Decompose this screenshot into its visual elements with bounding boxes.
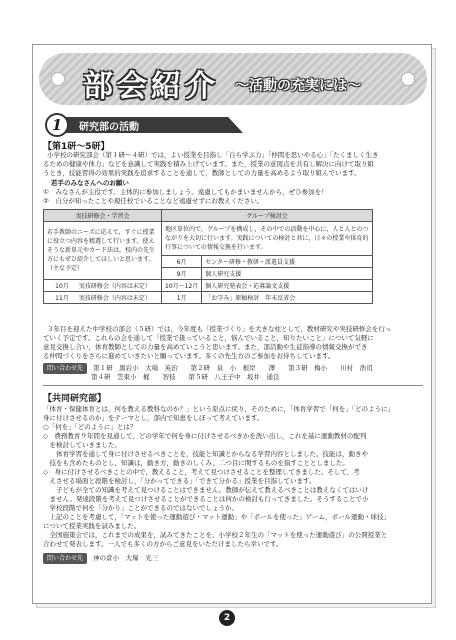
section2-line: 体育学習を通して身に付けさせるべきことを，技能と知識とからなる学習内容としました。技能は，動きや	[43, 450, 368, 458]
table-row	[44, 222, 373, 256]
page-subtitle: ～活動の充実には～	[235, 78, 361, 94]
request-2: ② 自分が知ったことや現任校でいることなど遠慮せずにお教えください。	[43, 197, 264, 205]
section2-line: ○「何を」「どのように」とは？	[43, 423, 137, 431]
section2-heading: 【共同研究部】	[43, 394, 107, 404]
section1-number: 1	[45, 113, 69, 137]
section1-subheading: 【第1研～5研】	[43, 142, 110, 152]
table-month: 10月	[55, 283, 69, 290]
section-divider	[43, 385, 423, 386]
contact-tag: 問い合わせ先	[43, 363, 87, 374]
section2-line: 身に付けさせるのか」をテーマとし，部内で知恵をしぼって考えています。	[43, 414, 264, 422]
table-cell-gmonth: 10月～12月	[162, 280, 202, 292]
section2-line: 技をも含めたものとし，知識は，動き方，動きのしくみ，二つ目に関するものを指すこととしました。	[43, 459, 349, 467]
page-number: 2	[219, 610, 235, 626]
table-cell-gevent: 個人研究発表会・応募論文支援	[202, 280, 373, 292]
section2-line: 学校段階で何を「分かり」ことができるのではないでしょうか。	[43, 504, 238, 512]
table-event: 実技研修会（内容は未定）	[78, 295, 151, 302]
closing-line-2: ていく予定です。これらの会を通して「授業で扱っていること，悩んでいること，知りたいこと」について気軽に	[43, 334, 374, 342]
section2-line: 全国施策会では，これまでの成果を，試みてきたことを，小学校２年生の「マットを使った運動遊び」の公開授業と	[43, 531, 388, 539]
section2-line: 子どもが全ての知識を考えて見つけることはできません。教師が伝えて教えるべきことは教えなくてはいけ	[43, 486, 369, 494]
table-month: 11月	[55, 295, 69, 302]
section1-title: 研究部の活動	[79, 122, 139, 133]
section2-line: ません。発達段階を考えて見つけさせることができることは何かの検討も行ってきました。そうすることで小	[43, 495, 369, 503]
contacts-line-2: 第４研 笠東小 梶 智枝 第５研 八王子中 坂井 通良	[91, 373, 280, 381]
table-cell-gmonth: 6月	[162, 256, 202, 268]
closing-line-1: ３年目を迎えた中学校の部会（５研）では，今年度も「授業づくり」を大きな柱として，教材研究や実技研修会を行っ	[47, 325, 392, 333]
section2-line: について授業実践を試みました。	[43, 522, 141, 530]
section2-line: えさせる場面と段階を検討し，「分かってできる」「できて分かる」授業を目指しています。	[43, 477, 316, 485]
section2-line: 「体育・保健体育とは，何を教える教科なのか？」という原点に戻り，そのために，「体育学習で「何を」「どのように」	[43, 405, 394, 413]
section2-contact	[43, 553, 158, 564]
table-cell-gevent: 「お守み」原稿検討 年末反省会	[202, 292, 373, 304]
table-cell-month-event	[44, 280, 162, 292]
contacts-line-1: 第１研 黒岩小 大場 英治 第２研 泉 小 根岸 澤 第３研 梅小 川村 浩司	[93, 364, 373, 372]
section1-heading	[43, 115, 243, 135]
table-row	[44, 292, 373, 304]
table-cell-group-desc: 地区単位内で，グループを構成し，その中での活動を中心に，人と人とのつながりを大切に行います。実践についての検討と共に，日々の授業や体育的行事についての情報交換を行います。	[162, 222, 373, 256]
table-cell-gmonth: 1月	[162, 292, 202, 304]
section2-line: 上記のことを考慮して，「マットを使った運動遊び・マット運動」や「ボールを使った」ゲーム，ボール運動・球技」	[43, 513, 391, 521]
section2-line: ◇ 身に付けさせるべきことの中で，教えること，考えて見つけさせることを整理してきました。そして，考	[43, 468, 360, 476]
request-1: ① みなさんが主役です。主体的に参加しましょう。遠慮してもかまいませんから，ぜひ参加を！	[43, 188, 328, 196]
workshop-desc-text: 若手教師のニーズに応えて，すぐに授業に役立つ内容を精選して行います。使えそうな新単元やカード法は，校内の先生方にもぜひ紹介してほしいと思います。	[47, 229, 156, 263]
section2-line: ◇ 農務教育９年間を見通して，どの学年で何を身に付けさせるべきかを洗い出し，これを基に運動教材の配列	[43, 432, 367, 440]
intro-line-1: 小学校の研究部会（第１研～４研）では，よい授業を目指し「自ら学ぶ力」「仲間を思いやる心」「たくましく生き	[47, 151, 379, 159]
page-title: 部会紹介	[83, 69, 219, 104]
section2-contact-name: 神の倉小 大塚 光三	[93, 554, 159, 562]
document-page	[32, 44, 432, 604]
section2-line: 合わせて発表します。一人でも多くの方からご意見をいただけましたら幸いです。	[43, 540, 283, 548]
banner-dot-right	[401, 72, 415, 86]
closing-line-3: 意見交換し合い，体育教師としての力量を高めていこうと思います。また，部活動や生徒指導の情報交換ができ	[43, 343, 368, 351]
title-banner	[39, 53, 427, 105]
table-header-workshops: 実技研修会・学習会	[44, 210, 162, 222]
table-cell-workshop-desc	[44, 222, 162, 280]
table-cell-month-event	[44, 292, 162, 304]
table-event: 実技研修会（内容は未定）	[78, 283, 151, 290]
workshop-note-text: （主な予定）	[47, 265, 84, 272]
table-cell-gmonth: 9月	[162, 268, 202, 280]
request-heading: 若手のみなさんへのお願い	[51, 179, 129, 187]
events-table	[43, 209, 373, 304]
table-cell-gevent: センター研修・教研・派遣員支援	[202, 256, 373, 268]
intro-line-3: うとき，技能習得の効果的実践を追求することを通して，教師としての力量を高めるよう取り組んでいます。	[43, 169, 361, 177]
section2-line: を検討していきました。	[43, 441, 121, 449]
table-header-groups: グループ検討会	[162, 210, 373, 222]
table-header-row	[44, 210, 373, 222]
contact-tag: 問い合わせ先	[43, 553, 87, 564]
intro-line-2: るための健康や体力」などを意識して実践を積み上げています。また，授業の意図点を共有し解決に向けて取り組	[43, 160, 374, 168]
table-cell-gevent: 個人研究支援	[202, 268, 373, 280]
table-row	[44, 280, 373, 292]
banner-dot-left	[51, 72, 65, 86]
closing-line-4: る仲間づくりをさらに進めていきたいと願っています。多くの先生方のご参加をお待ちしています。	[43, 352, 335, 360]
